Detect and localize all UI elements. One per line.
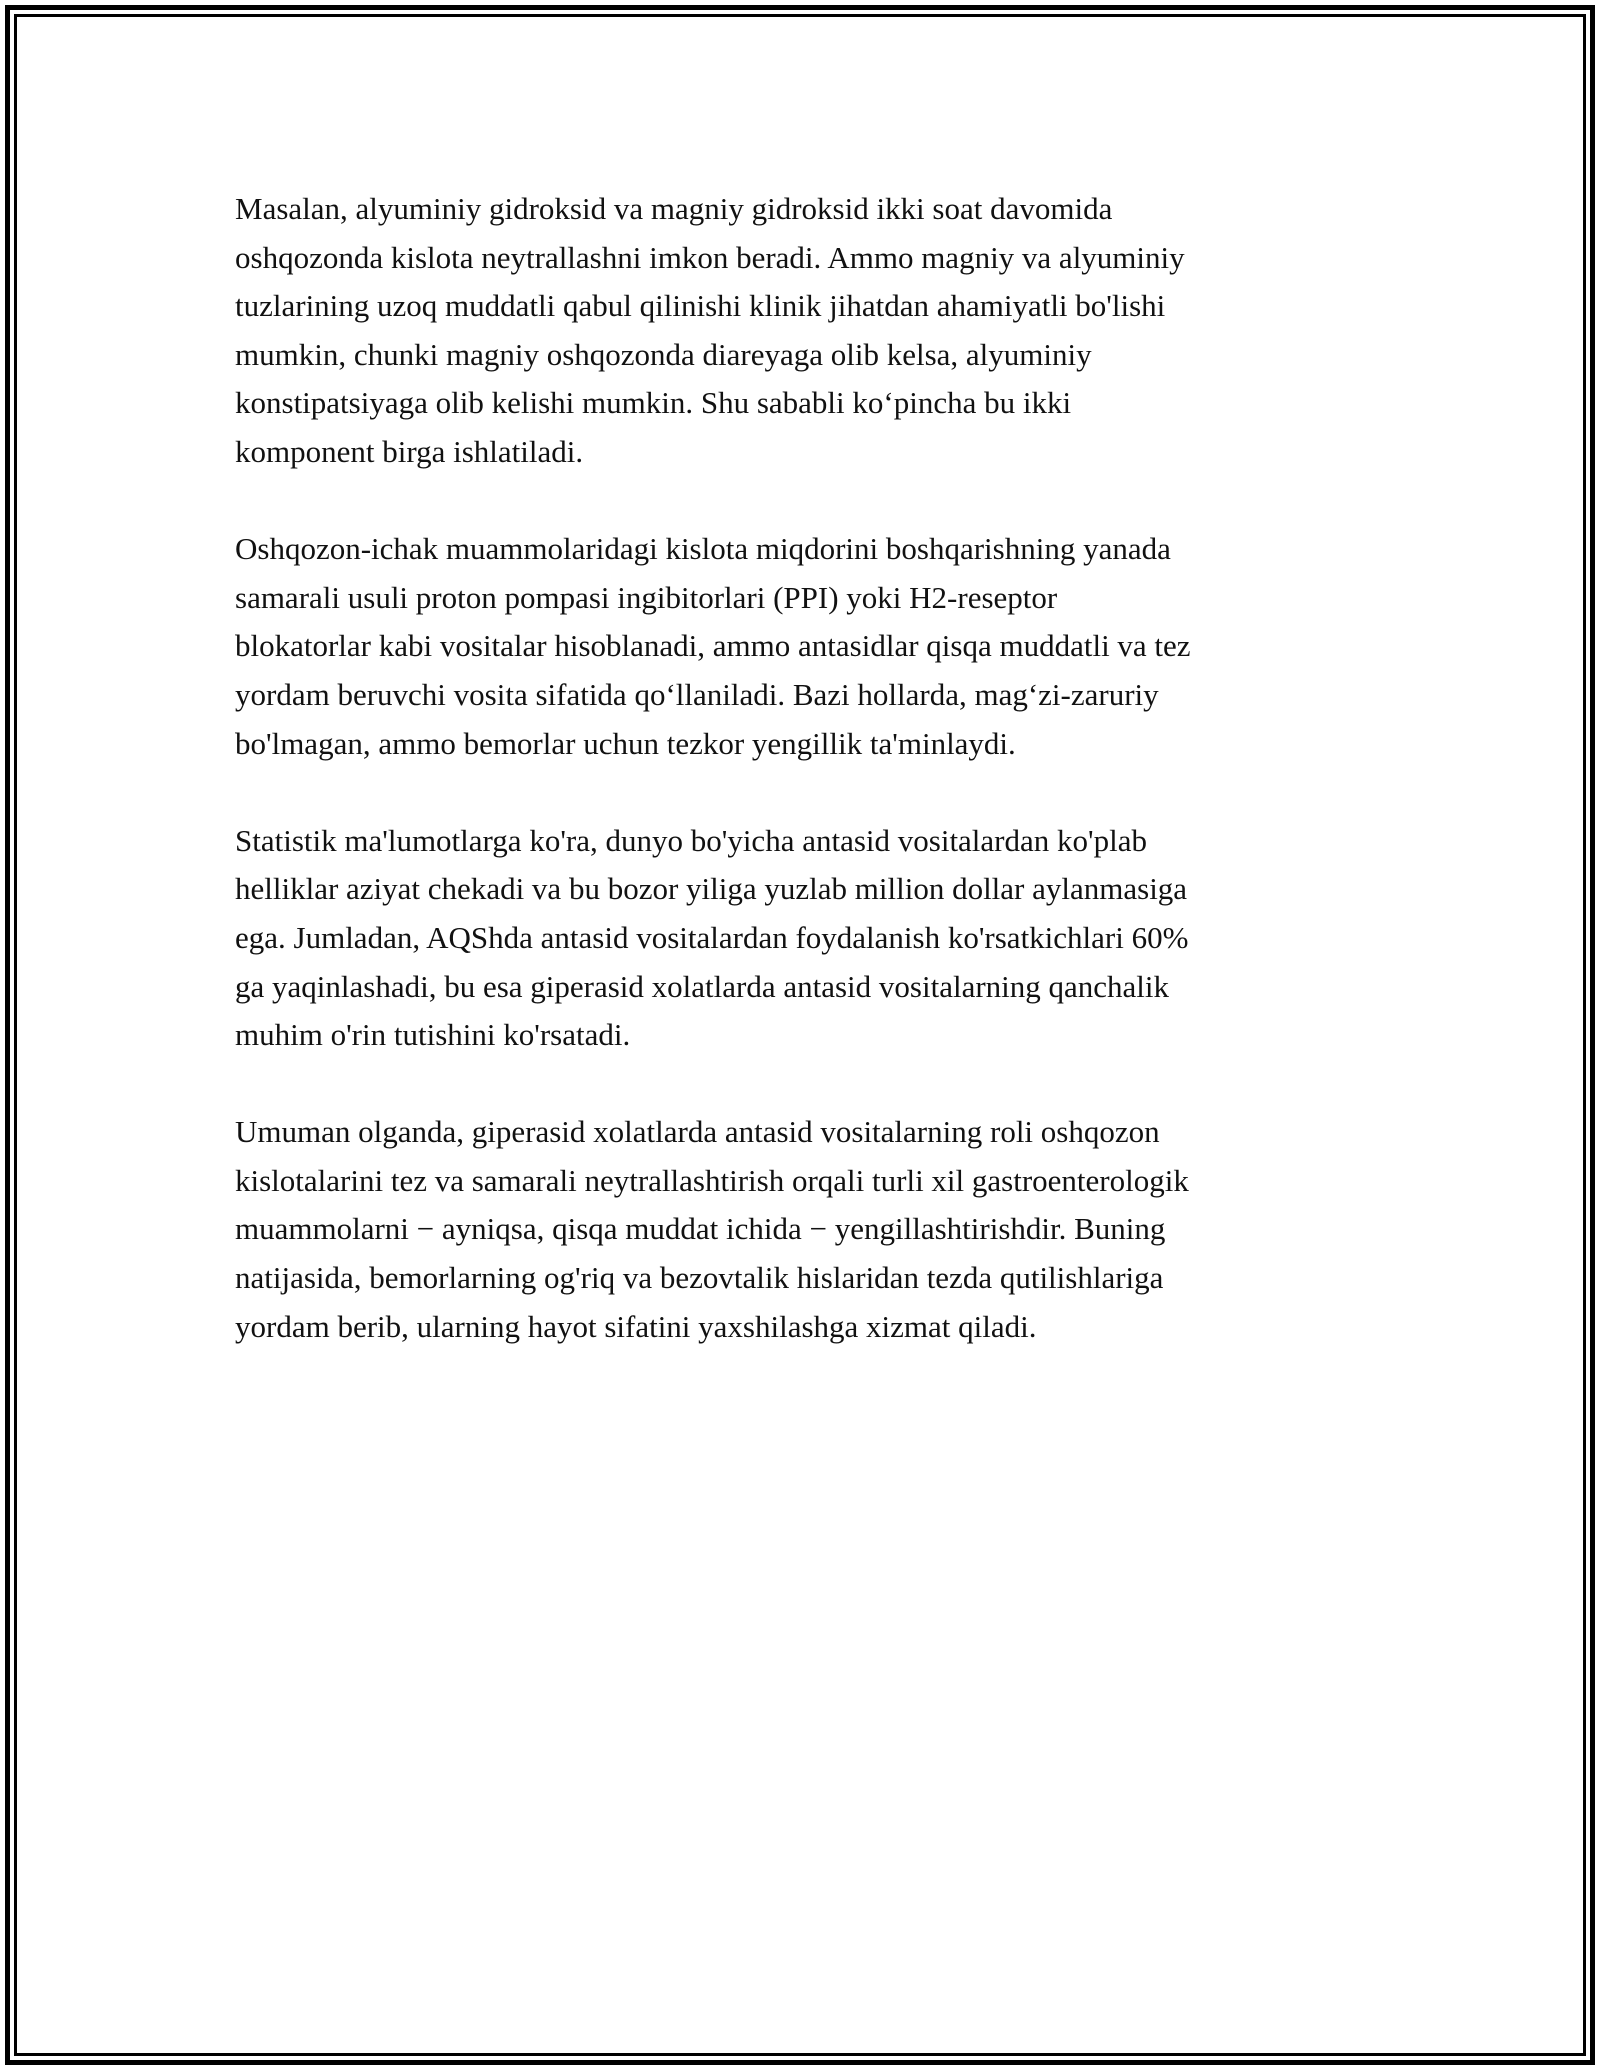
paragraph-3: Statistik ma'lumotlarga ko'ra, dunyo bo'yicha antasid vositalardan ko'plab helliklar aziyat chekadi va bu bozor yiliga yuzlab million dollar aylanmasiga ega. Jumladan, AQShda antasid vositalardan foydalanish ko'rsatkichlari 60% ga yaqinlashadi, bu esa giperasid xolatlarda antasid vositalarning qanchalik muhim o'rin tutishini ko'rsatadi. xyxy=(235,822,1189,1053)
paragraph-4: Umuman olganda, giperasid xolatlarda antasid vositalarning roli oshqozon kislotalarini tez va samarali neytrallashtirish orqali turli xil gastroenterologik muammolarni − ayniqsa, qisqa muddat ichida − yengillashtirishdir. Buning natijasida, bemorlarning og'riq va bezovtalik hislaridan tezda qutilishlariga yordam berib, ularning hayot sifatini yaxshilashga xizmat qiladi. xyxy=(235,1114,1189,1344)
paragraph-2: Oshqozon-ichak muammolaridagi kislota miqdorini boshqarishning yanada samarali usuli proton pompasi ingibitorlari (PPI) yoki H2-reseptor blokatorlar kabi vositalar hisoblanadi, ammo antasidlar qisqa muddatli va tez yordam beruvchi vosita sifatida qo‘llaniladi. Bazi hollarda, mag‘zi-zaruriy bo'lmagan, ammo bemorlar uchun tezkor yengillik ta'minlaydi. xyxy=(235,531,1191,761)
paragraph-1: Masalan, alyuminiy gidroksid va magniy gidroksid ikki soat davomida oshqozonda kislota neytrallashni imkon beradi. Ammo magniy va alyuminiy tuzlarining uzoq muddatli qabul qilinishi klinik jihatdan ahamiyatli bo'lishi mumkin, chunki magniy oshqozonda diareyaga olib kelsa, alyuminiy konstipatsiyaga olib kelishi mumkin. Shu sababli ko‘pincha bu ikki komponent birga ishlatiladi. xyxy=(235,191,1185,469)
document-body xyxy=(235,185,1370,1400)
